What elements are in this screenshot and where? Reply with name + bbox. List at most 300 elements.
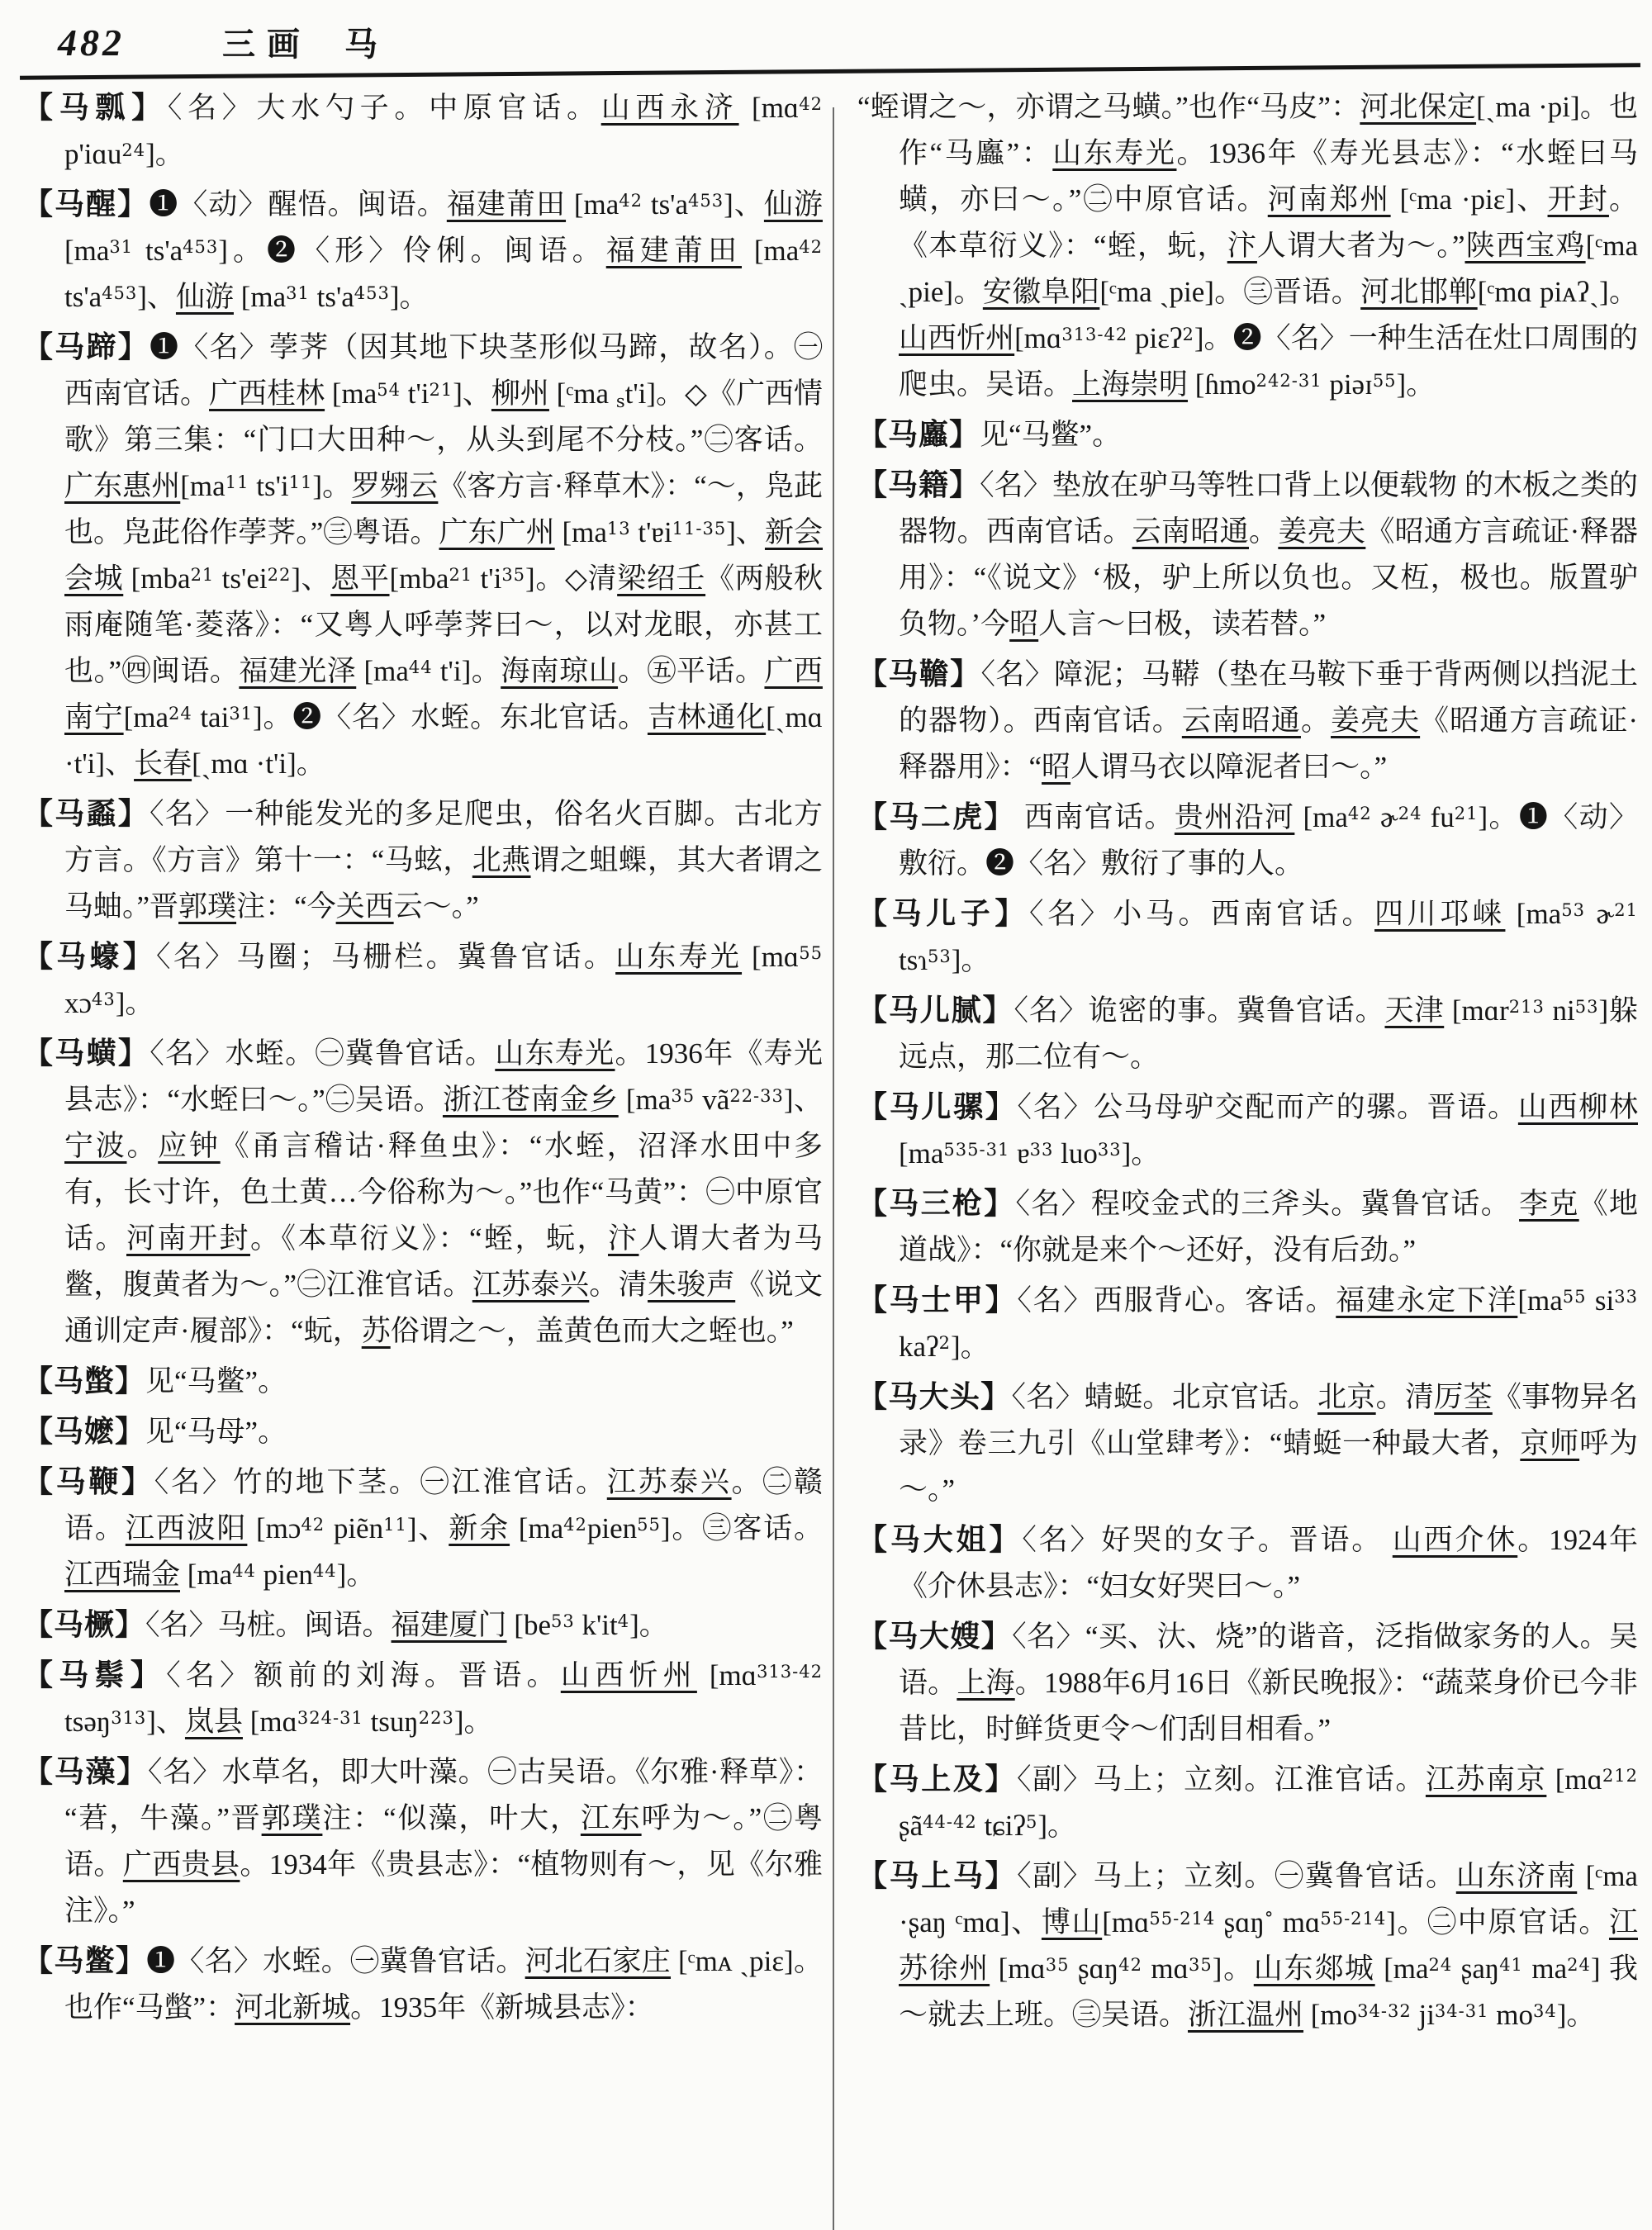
underlined-term: 福建莆田 — [446, 188, 567, 221]
dict-entry-ma-hao — [23, 933, 823, 1027]
text-run: ɚ — [1584, 898, 1615, 930]
text-run: [mɑ — [696, 1659, 757, 1691]
text-run: xɔ — [64, 987, 93, 1019]
underlined-term: 云南昭通 — [1132, 515, 1249, 548]
text-run: 《昭通方言疏证·释器用》：“ — [899, 705, 1638, 783]
left-column — [23, 84, 823, 2034]
text-run: ]、 — [146, 1706, 185, 1738]
text-run: ]躲远点，那二位有～。 — [899, 994, 1638, 1073]
text-run: [ma — [899, 1137, 944, 1170]
text-run: 《地道战》：“你就是来个～还好，没有后劲。” — [899, 1188, 1638, 1266]
text-run: [mɔ — [247, 1512, 301, 1544]
tone-superscript: 453 — [354, 283, 390, 303]
underlined-term: 昭 — [1042, 751, 1071, 783]
text-run: [ˎma ·pi]。也作“马蠯”： — [899, 91, 1639, 169]
radical-character: 马 — [344, 26, 377, 63]
headword: 【马藻】 — [23, 1755, 148, 1788]
dict-entry-ma-da-jie — [857, 1516, 1638, 1610]
text-run: t'i — [472, 562, 502, 595]
text-run: 。㊁赣语。 — [64, 1466, 823, 1544]
text-run: ma — [1522, 1952, 1568, 1985]
underlined-term: 河北邯郸 — [1360, 276, 1478, 308]
underlined-term: 柳州 — [491, 377, 549, 410]
dict-entry-ma-da-sao — [857, 1613, 1638, 1753]
text-run: [mɑ — [1102, 1906, 1150, 1938]
headword: 【马蟥】 — [23, 1037, 150, 1070]
text-run: [ma — [180, 1559, 233, 1591]
tone-superscript: 41 — [1499, 1955, 1523, 1975]
tone-superscript: 53 — [1561, 900, 1585, 920]
column-divider-line — [833, 107, 834, 2230]
tone-superscript: 453 — [183, 237, 219, 257]
underlined-term: 仙游 — [175, 281, 234, 313]
text-run: 《甬言稽诂·释鱼虫》：“水蛭，沼泽水田中多有，长寸许，色土黄…今俗称为～。”也作“马黄”：㊀中原官话。 — [64, 1130, 823, 1255]
text-run: ts'a — [133, 235, 183, 267]
dict-entry-ma-er-hu — [857, 794, 1638, 887]
dict-entry-ma-pi — [857, 411, 1638, 458]
headword: 【马鞭】 — [23, 1465, 154, 1498]
text-run: “蛭谓之～，亦谓之马蟥。”也作“马皮”： — [857, 91, 1360, 123]
underlined-term: 广东广州 — [439, 516, 555, 548]
underlined-term: 山西忻州 — [560, 1659, 697, 1691]
text-run: [ma — [510, 1512, 564, 1544]
dict-entry-ma-huang — [23, 1030, 823, 1355]
text-run: tai — [192, 701, 230, 733]
text-run: ts'a — [309, 281, 354, 313]
underlined-term: 福建永定下洋 — [1336, 1284, 1518, 1317]
text-run: 呼为～。”㊁粤语。 — [64, 1802, 823, 1881]
text-run: ]。❷〈名〉一种生活在灶口周围的爬虫。吴语。 — [899, 322, 1638, 401]
tone-superscript: 33 — [1614, 1287, 1638, 1307]
tone-superscript: 4 — [617, 1611, 630, 1631]
text-run: 。1988年6月16日《新民晚报》：“蔬菜身价已今非昔比，时鲜货更令～们刮目相看。” — [899, 1667, 1638, 1745]
dict-entry-ma-shi-jia — [857, 1277, 1638, 1370]
text-run: [ᶜma ˎpie]。 — [899, 230, 1638, 308]
headword: 【马大姐】 — [857, 1523, 1023, 1556]
text-run: 〈名〉西服背心。客话。 — [1017, 1284, 1336, 1317]
headword: 【马醒】 — [23, 187, 150, 221]
tone-superscript: 223 — [418, 1708, 454, 1728]
tone-superscript: 11-35 — [672, 519, 727, 539]
text-run: [mɑr — [1444, 994, 1509, 1027]
text-run: 。1934年《贵县志》：“植物则有～，见《尔雅注》。” — [64, 1848, 823, 1927]
underlined-term: 岚县 — [184, 1706, 243, 1738]
text-run: [mɑ — [1014, 322, 1062, 354]
text-run: [ma — [356, 655, 409, 687]
underlined-term: 福建光泽 — [239, 655, 357, 687]
tone-superscript: 31 — [229, 704, 254, 724]
text-run: [ma — [742, 235, 800, 267]
text-run: [ˎmɑ ·t'i]、 — [64, 701, 823, 780]
tone-superscript: 53 — [1574, 997, 1599, 1017]
text-run: ❶〈名〉荸荠（因其地下块茎形似马蹄，故名）。㊀西南官话。 — [64, 331, 823, 410]
text-run: 〈名〉障泥；马鞯（垫在马鞍下垂于背两侧以挡泥土的器物）。西南官话。 — [899, 658, 1638, 737]
underlined-term: 山西柳林 — [1517, 1091, 1638, 1123]
tone-superscript: 35 — [1045, 1955, 1070, 1975]
tone-superscript: 55-214 — [1320, 1909, 1387, 1929]
headword: 【马儿腻】 — [857, 994, 1014, 1027]
text-run: ]、 — [726, 516, 765, 548]
underlined-term: 山东寿光 — [495, 1037, 615, 1070]
text-run: 人言～曰极，读若替。” — [1038, 608, 1327, 640]
text-run: 见“马鳖”。 — [145, 1365, 287, 1397]
underlined-term: 长春 — [134, 747, 192, 780]
text-run: tsəŋ — [64, 1706, 112, 1738]
text-run: ]。 — [145, 138, 184, 170]
tone-superscript: 44-42 — [923, 1812, 977, 1832]
underlined-term: 新余 — [449, 1512, 510, 1544]
tone-superscript: 453 — [688, 191, 724, 211]
headword: 【马鬃】 — [23, 1658, 167, 1691]
tone-superscript: 24 — [1398, 804, 1422, 823]
text-run: ]。 — [1037, 1810, 1077, 1842]
underlined-term: 应钟 — [158, 1130, 221, 1162]
headword: 【马士甲】 — [857, 1283, 1018, 1317]
tone-superscript: 313-42 — [1061, 325, 1128, 344]
text-run: t'i — [400, 377, 430, 410]
text-run: [ᶜmᴀ ˎpiɛ]。也作“马蟞”： — [64, 1945, 823, 2024]
underlined-term: 郭璞 — [178, 890, 237, 923]
dict-entry-ma-mo — [23, 1408, 823, 1455]
tone-subscript: s — [615, 391, 625, 411]
text-run: ]。 — [951, 944, 990, 976]
dict-entry-ma-piao — [23, 84, 823, 178]
underlined-term: 福建厦门 — [391, 1609, 507, 1641]
underlined-term: 郭璞 — [261, 1802, 323, 1834]
tone-superscript: 42 — [1347, 804, 1372, 823]
dict-entry-ma-xing — [23, 181, 823, 320]
headword: 【马蠯】 — [857, 418, 980, 451]
text-run: ]。❷〈形〉伶俐。闽语。 — [218, 235, 606, 267]
text-run: ts'a — [64, 281, 102, 313]
text-run: [ma — [123, 701, 169, 733]
underlined-term: 河北石家庄 — [525, 1945, 672, 1977]
headword: 【马蟞】 — [23, 1364, 146, 1397]
tone-superscript: 53 — [551, 1611, 575, 1631]
text-run: piẽn — [325, 1512, 384, 1544]
tone-superscript: 44 — [312, 1561, 337, 1581]
tone-superscript: ° — [1264, 1909, 1275, 1929]
underlined-term: 梁绍壬 — [617, 562, 706, 595]
text-run: pien — [586, 1512, 638, 1544]
text-run: ts'ei — [214, 562, 268, 595]
underlined-term: 汴 — [1227, 230, 1257, 262]
tone-superscript: 33 — [1029, 1140, 1054, 1160]
underlined-term: 上海崇明 — [1072, 368, 1189, 401]
tone-superscript: 33 — [1097, 1140, 1122, 1160]
text-run: luo — [1053, 1137, 1098, 1170]
text-run: ɐ — [1009, 1137, 1030, 1170]
text-run: ]。㊂客话。 — [660, 1512, 823, 1544]
text-run: ❶〈名〉水蛭。㊀冀鲁官话。 — [146, 1945, 525, 1977]
right-column — [857, 84, 1638, 2042]
underlined-term: 苏 — [361, 1315, 391, 1347]
underlined-term: 河北新城 — [235, 1991, 351, 2024]
underlined-term: 姜亮夫 — [1278, 515, 1366, 548]
underlined-term: 山西忻州 — [899, 322, 1015, 354]
text-run: kaʔ — [899, 1331, 939, 1363]
text-run: 〈名〉公马母驴交配而产的骡。晋语。 — [1017, 1091, 1518, 1123]
underlined-term: 宁波 — [64, 1130, 127, 1162]
underlined-term: 山西介休 — [1392, 1524, 1518, 1556]
text-run: ]。 — [389, 281, 429, 313]
text-run: ]、 — [724, 188, 764, 221]
tone-superscript: 55 — [799, 943, 823, 963]
text-run: [ma — [566, 188, 620, 221]
text-run: [ˎmɑ ·t'i]。 — [192, 747, 325, 780]
tone-superscript: 42 — [563, 1515, 587, 1535]
underlined-term: 汴 — [607, 1222, 639, 1255]
headword: 【马二虎】 — [857, 800, 1016, 833]
text-run: 〈名〉蜻蜓。北京官话。 — [1011, 1381, 1318, 1413]
text-run: tɕiʔ — [976, 1810, 1026, 1842]
underlined-term: 北京 — [1317, 1381, 1376, 1413]
dict-entry-ma-er-luo — [857, 1084, 1638, 1177]
tone-superscript: 212 — [1602, 1766, 1638, 1786]
underlined-term: 江西波阳 — [125, 1512, 248, 1544]
text-run: [mɑ — [738, 92, 800, 124]
text-run: 呼为～。” — [899, 1427, 1638, 1506]
text-run: t'ɐi — [630, 516, 672, 548]
underlined-term: 海南琼山 — [501, 655, 619, 687]
underlined-term: 浙江苍南金乡 — [442, 1084, 619, 1116]
text-run: 〈名〉好哭的女子。晋语。 — [1022, 1524, 1393, 1556]
text-run: p'iɑu — [64, 138, 122, 170]
dict-entry-ma-shang-ji — [857, 1756, 1638, 1849]
dict-entry-ma-chan — [857, 651, 1638, 790]
tone-superscript: 11 — [383, 1515, 407, 1535]
underlined-term: 广西南宁 — [64, 655, 823, 733]
underlined-term: 山西永济 — [601, 92, 739, 124]
underlined-term: 云南昭通 — [1181, 705, 1301, 737]
underlined-term: 浙江温州 — [1188, 1999, 1304, 2031]
text-run: 俗谓之～，盖黄色而大之蛭也。” — [390, 1315, 794, 1347]
text-run: ]。❶〈动〉敷衍。❷〈名〉敷衍了事的人。 — [899, 801, 1638, 880]
underlined-term: 昭 — [1009, 608, 1039, 640]
dict-entry-ma-er-ni — [857, 987, 1638, 1080]
text-run: mo — [1488, 1999, 1533, 2031]
underlined-term: 河南郑州 — [1267, 183, 1391, 216]
underlined-term: 四川邛崃 — [1374, 898, 1506, 930]
tone-superscript: 242-31 — [1256, 371, 1322, 391]
dict-entry-ma-da-tou — [857, 1374, 1638, 1513]
text-run: mɑ — [1274, 1906, 1321, 1938]
underlined-term: 广东惠州 — [64, 470, 181, 502]
text-run: 西南官话。 — [1015, 801, 1175, 833]
text-run: ]、 — [291, 562, 331, 595]
headword: 【马鳖】 — [23, 1944, 147, 1977]
underlined-term: 山东济南 — [1455, 1860, 1578, 1892]
tone-superscript: 42 — [301, 1515, 325, 1535]
underlined-term: 厉荃 — [1434, 1381, 1493, 1413]
dict-entry-ma-ji — [857, 462, 1638, 648]
underlined-term: 福建莆田 — [605, 235, 743, 267]
underlined-term: 山东郯城 — [1253, 1952, 1375, 1985]
text-run: tsɿ — [899, 944, 928, 976]
text-run: 〈名〉大水勺子。中原官话。 — [167, 92, 601, 124]
text-run: [be — [506, 1609, 551, 1641]
tone-superscript: 24 — [1567, 1955, 1591, 1975]
text-run: ]。 — [336, 1559, 376, 1591]
text-run: 。 — [126, 1130, 159, 1162]
text-run: ]。 — [1212, 1952, 1254, 1985]
tone-superscript: 35 — [1188, 1955, 1213, 1975]
tone-superscript: 54 — [377, 380, 401, 400]
text-run: 〈名〉小马。西南官话。 — [1028, 898, 1375, 930]
underlined-term: 新会会城 — [64, 516, 823, 595]
tone-superscript: 35 — [501, 565, 526, 585]
text-run: 〈名〉马圈；马栅栏。冀鲁官话。 — [155, 941, 616, 973]
text-run: 。1924年《介休县志》：“妇女好哭曰～。” — [899, 1524, 1638, 1602]
text-run: 见“马母”。 — [145, 1416, 287, 1448]
text-run: ]、 — [137, 281, 176, 313]
text-run: ] 我～就去上班。㊂吴语。 — [899, 1952, 1639, 2031]
tone-superscript: 55 — [637, 1515, 661, 1535]
text-run: 人谓大者为马鳖，腹黄者为～。”㊁江淮官话。 — [64, 1222, 823, 1301]
underlined-term: 朱骏声 — [648, 1269, 736, 1301]
tone-superscript: 55 — [1372, 371, 1397, 391]
underlined-term: 博山 — [1041, 1906, 1103, 1938]
text-run: ]、 — [406, 1512, 449, 1544]
text-run: 。《本草衍义》：“蛭，蚖， — [899, 183, 1638, 262]
tone-superscript: 2 — [1182, 325, 1194, 344]
text-run: fu — [1422, 801, 1455, 833]
tone-superscript: 22 — [267, 565, 292, 585]
tone-superscript: 453 — [102, 283, 138, 303]
underlined-term: 江苏泰兴 — [606, 1466, 732, 1498]
underlined-term: 姜亮夫 — [1331, 705, 1421, 737]
underlined-term: 贵州沿河 — [1174, 801, 1295, 833]
text-run: 见“马鳖”。 — [980, 419, 1122, 451]
text-run: 〈名〉竹的地下茎。㊀江淮官话。 — [154, 1466, 607, 1498]
headword: 【马蹄】 — [23, 330, 150, 363]
tone-superscript: 42 — [619, 191, 643, 211]
headword: 【马儿子】 — [857, 897, 1029, 930]
text-run: piəɪ — [1322, 368, 1373, 401]
dict-entry-ma-ti — [23, 324, 823, 787]
underlined-term: 广西贵县 — [122, 1848, 240, 1881]
underlined-term: 安徽阜阳 — [982, 276, 1100, 308]
headword: 【马瓢】 — [23, 91, 168, 124]
tone-superscript: 24 — [169, 704, 192, 724]
underlined-term: 山东寿光 — [1052, 137, 1177, 169]
tone-superscript: 44 — [232, 1561, 256, 1581]
underlined-term: 江东 — [580, 1802, 642, 1834]
tone-superscript: 24 — [121, 140, 146, 160]
text-run: t'i]。 — [432, 655, 501, 687]
text-run: 谓之蛆蟝，其大者谓之马蚰。”晋 — [64, 844, 823, 923]
tone-superscript: 324-31 — [297, 1708, 363, 1728]
headword: 【马大嫂】 — [857, 1620, 1013, 1653]
tone-superscript: 21 — [429, 380, 453, 400]
text-run: ]。❷〈名〉水蛭。东北官话。 — [253, 701, 648, 733]
tone-superscript: 35 — [671, 1086, 695, 1106]
underlined-term: 李克 — [1519, 1188, 1579, 1220]
text-run: ji — [1411, 1999, 1435, 2031]
text-run: [ma — [1294, 801, 1348, 833]
section-stroke-title: 三画 — [222, 26, 311, 63]
underlined-term: 北燕 — [472, 844, 531, 876]
underlined-term: 上海 — [957, 1667, 1015, 1699]
text-run: 人谓马衣以障泥者曰～。” — [1070, 751, 1388, 783]
headword: 【马上马】 — [857, 1859, 1018, 1892]
tone-superscript: 21 — [449, 565, 473, 585]
underlined-term: 吉林通化 — [647, 701, 767, 733]
text-run: ni — [1544, 994, 1575, 1027]
text-run: 人谓大者为～。” — [1256, 230, 1465, 262]
tone-superscript: 21 — [1454, 804, 1479, 823]
text-run: ]。 — [1121, 1137, 1161, 1170]
page-number: 482 — [58, 21, 125, 64]
text-run: ]。 — [312, 470, 352, 502]
tone-superscript: 43 — [92, 989, 116, 1009]
dict-entry-ma-bie — [23, 1938, 823, 2031]
text-run: 〈副〉马上；立刻。㊀冀鲁官话。 — [1017, 1860, 1456, 1892]
tone-superscript: 53 — [928, 947, 952, 966]
tone-superscript: 34-32 — [1357, 2001, 1412, 2021]
headword: 【马儿骡】 — [857, 1090, 1018, 1123]
tone-superscript: 22-33 — [729, 1086, 784, 1106]
page-header — [58, 18, 1635, 68]
tone-superscript: 11 — [288, 472, 313, 492]
text-run: [ᶜma ˎpie]。㊂晋语。 — [1099, 276, 1361, 308]
text-run: 《两般秋雨庵随笔·菱落》：“又粤人呼荸荠曰～，以对龙眼，亦甚工也。”㊃闽语。 — [64, 562, 823, 687]
tone-superscript: 55-214 — [1149, 1909, 1216, 1929]
text-run: t'i]。◇《广西情歌》第三集：“门口大田种～，从头到尾不分枝。”㊁客话。 — [64, 377, 823, 456]
text-run: ]。 — [453, 1706, 493, 1738]
headword: 【马韂】 — [857, 657, 981, 690]
underlined-term: 江苏徐州 — [899, 1906, 1638, 1985]
text-run: ʂã — [899, 1810, 923, 1842]
text-run: 。 — [1248, 515, 1279, 548]
text-run: vã — [695, 1084, 730, 1116]
tone-superscript: 34 — [1532, 2001, 1557, 2021]
text-run: 〈名〉“买、汏、烧”的谐音，泛指做家务的人。吴语。 — [899, 1620, 1638, 1699]
text-run: [ma — [618, 1084, 672, 1116]
dict-entry-ma-bie-var1 — [23, 1358, 823, 1405]
text-run: [mba — [389, 562, 449, 595]
tone-superscript: 313 — [111, 1708, 147, 1728]
headword: 【马橛】 — [23, 1608, 146, 1641]
text-run: k'it — [574, 1609, 618, 1641]
underlined-term: 关西 — [335, 890, 394, 923]
text-run: ]。㊁中原官话。 — [1386, 1906, 1609, 1938]
dict-entry-ma-san-qiang — [857, 1180, 1638, 1274]
tone-superscript: 5 — [1025, 1812, 1038, 1832]
headword: 【马籍】 — [857, 468, 980, 501]
text-run: 〈名〉马桩。闽语。 — [145, 1609, 392, 1641]
underlined-term: 江苏泰兴 — [472, 1269, 590, 1301]
text-run: 云～。” — [393, 890, 479, 923]
text-run: [ma — [325, 377, 377, 410]
text-run: 。清 — [589, 1269, 648, 1301]
underlined-term: 河北保定 — [1360, 91, 1477, 123]
text-run: 。清 — [1375, 1381, 1435, 1413]
headword: 【马蠔】 — [23, 940, 156, 973]
underlined-term: 开封 — [1547, 183, 1609, 216]
tone-superscript: 42 — [799, 94, 823, 114]
headword: 【马蟸】 — [23, 797, 150, 830]
text-run: [ma — [1505, 898, 1562, 930]
underlined-term: 江苏南京 — [1425, 1763, 1547, 1796]
tone-superscript: 44 — [408, 657, 433, 677]
tone-superscript: 13 — [606, 519, 631, 539]
text-run: 《事物异名录》卷三九引《山堂肆考》：“蜻蜓一种最大者， — [899, 1381, 1638, 1459]
text-run: 〈副〉马上；立刻。江淮官话。 — [1017, 1763, 1426, 1796]
text-run: pien — [255, 1559, 313, 1591]
text-run: ]、 — [453, 377, 491, 410]
dict-entry-ma-bie-continued — [857, 84, 1638, 408]
